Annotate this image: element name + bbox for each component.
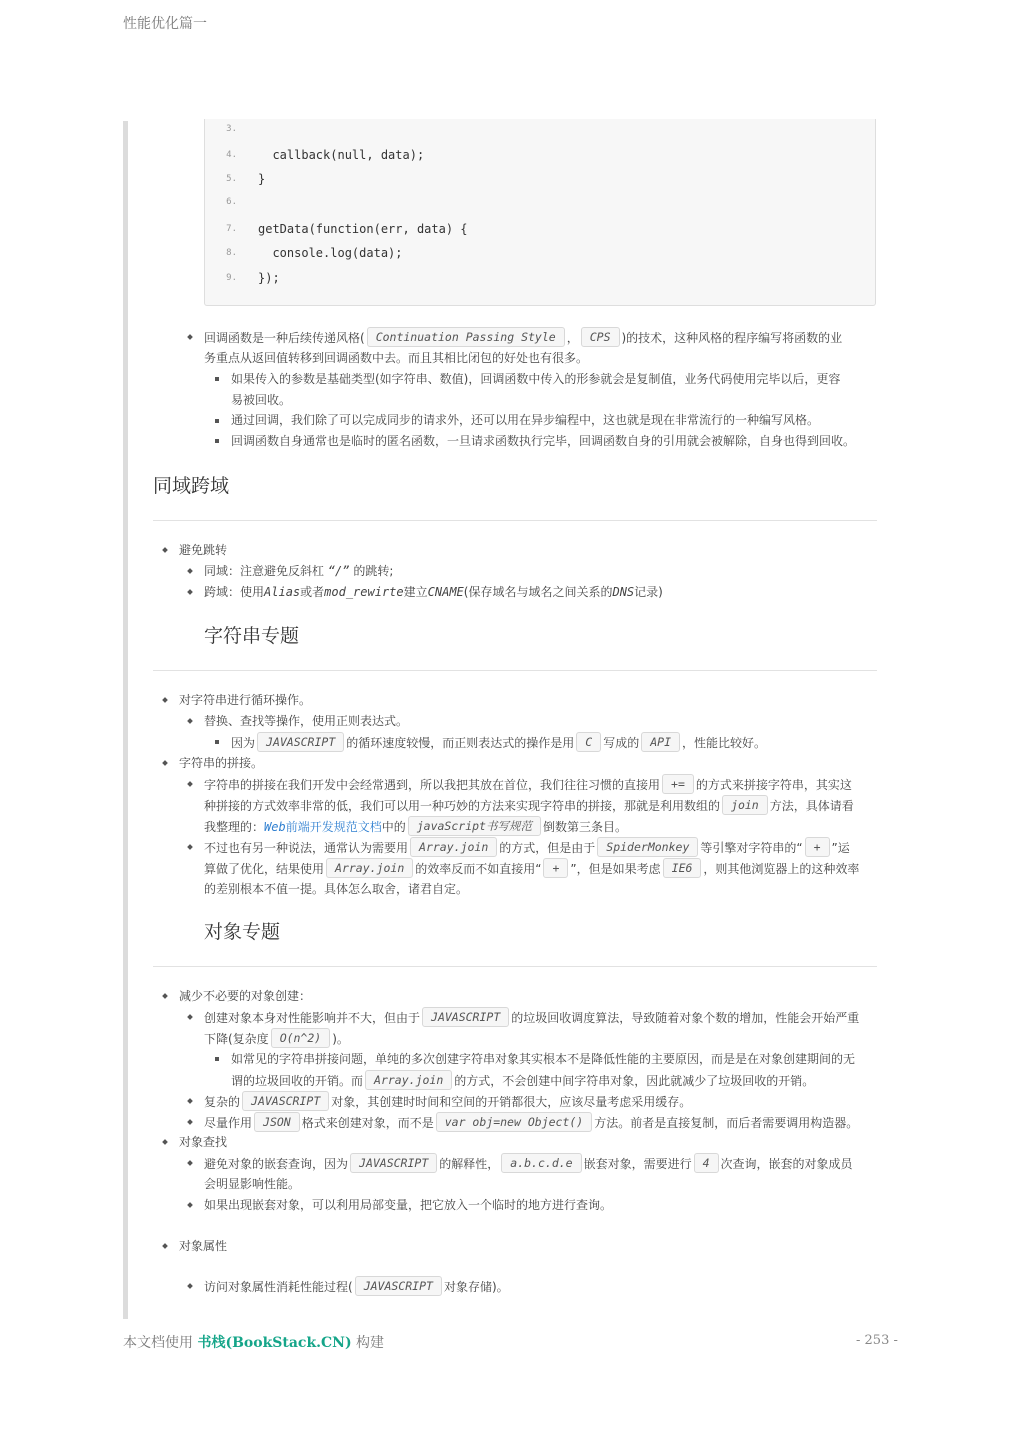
bullet-diamond-icon [187, 1202, 193, 1208]
concat-para-line3: 我整理的：Web前端开发规范文档中的 javaScript书写规范 倒数第三条目。 [204, 816, 627, 837]
list-item-avoid-redirect: 避免跳转 [179, 543, 228, 557]
cross-domain-item: 跨域：使用Alias或者mod_rewirte建立CNAME(保存域名与域名之间关系的DNS记录) [204, 585, 663, 599]
callback-sub3: 回调函数自身通常也是临时的匿名函数，一旦请求函数执行完毕，回调函数自身的引用就会被解除，自身也得到回收。 [231, 434, 856, 448]
page-number: - 253 - [856, 1333, 898, 1348]
callback-para-line2: 务重点从返回值转移到回调函数中去。而且其相比闭包的好处也有很多。 [204, 351, 589, 365]
divider [153, 670, 877, 671]
bullet-square-icon [215, 740, 219, 744]
code-text: callback(null, data); [258, 148, 425, 162]
bullet-square-icon [215, 419, 219, 423]
bullet-diamond-icon [162, 1243, 168, 1249]
code-block [204, 119, 876, 306]
object-create-sub-line1: 如常见的字符串拼接问题，单纯的多次创建字符串对象其实根本不是降低性能的主要原因，而是是在对象创建期间的无 [231, 1052, 856, 1066]
bullet-diamond-icon [187, 1014, 193, 1020]
object-item1: 减少不必要的对象创建： [179, 989, 312, 1003]
concat-para-line1: 字符串的拼接在我们开发中会经常遇到，所以我把其放在首位，我们往往习惯的直接用 += 的方式来拼接字符串，其实这 [204, 774, 852, 795]
bullet-diamond-icon [162, 697, 168, 703]
page-header-title: 性能优化篇一 [123, 16, 207, 32]
callback-sub1-line2: 易被回收。 [231, 393, 292, 407]
bullet-diamond-icon [187, 718, 193, 724]
bullet-square-icon [215, 377, 219, 381]
complex-object-item: 复杂的 JAVASCRIPT 对象，其创建时时间和空间的开销都很大，应该尽量考虑采用缓存。 [204, 1091, 691, 1112]
string-item1-subsub: 因为 JAVASCRIPT 的循环速度较慢，而正则表达式的操作是用 C 写成的 API ，性能比较好。 [231, 732, 766, 753]
bullet-diamond-icon [187, 1098, 193, 1104]
bullet-diamond-icon [187, 1283, 193, 1289]
bullet-diamond-icon [162, 993, 168, 999]
bookstack-link[interactable]: 书栈(BookStack.CN) [197, 1335, 352, 1351]
bullet-diamond-icon [187, 781, 193, 787]
string-item2: 字符串的拼接。 [179, 756, 264, 770]
code-text: getData(function(err, data) { [258, 222, 468, 236]
string-item1-sub: 替换、查找等操作，使用正则表达式。 [204, 714, 409, 728]
line-number: 7. [226, 224, 237, 234]
bullet-diamond-icon [162, 1139, 168, 1145]
code-text: }); [258, 271, 280, 285]
nested-query-line1: 避免对象的嵌套查询，因为 JAVASCRIPT 的解释性， a.b.c.d.e 嵌套对象，需要进行 4 次查询，嵌套的对象成员 [204, 1153, 853, 1174]
code-text: console.log(data); [258, 246, 403, 260]
heading-object-topic: 对象专题 [204, 921, 281, 943]
bullet-diamond-icon [187, 1160, 193, 1166]
bullet-square-icon [215, 439, 219, 443]
json-object-item: 尽量作用 JSON 格式来创建对象，而不是 var obj=new Object() 方法。前者是直接复制，而后者需要调用构造器。 [204, 1112, 858, 1133]
alt-view-line3: 的差别根本不值一提。具体怎么取舍，诸君自定。 [204, 882, 469, 896]
bullet-diamond-icon [187, 589, 193, 595]
bullet-diamond-icon [162, 760, 168, 766]
line-number: 3. [226, 124, 237, 134]
alt-view-line1: 不过也有另一种说法，通常认为需要用 Array.join 的方式，但是由于 SpiderMonkey 等引擎对字符串的“ + ”运 [204, 837, 850, 858]
same-domain-item: 同域：注意避免反斜杠 “/” 的跳转; [204, 564, 394, 578]
object-create-sub-line2: 谓的垃圾回收的开销。而 Array.join 的方式，不会创建中间字符串对象，因此就减少了垃圾回收的开销。 [231, 1070, 814, 1091]
bullet-square-icon [215, 1057, 219, 1061]
divider [153, 966, 877, 967]
alt-view-line2: 算做了优化，结果使用 Array.join 的效率反而不如直接用“ + ”，但是如果考虑 IE6 ，则其他浏览器上的这种效率 [204, 858, 859, 879]
bullet-diamond-icon [187, 844, 193, 850]
line-number: 5. [226, 174, 237, 184]
callback-sub1-line1: 如果传入的参数是基础类型(如字符串、数值)，回调函数中传入的形参就会是复制值，业务代码使用完毕以后，更容 [231, 372, 841, 386]
bullet-diamond-icon [187, 1119, 193, 1125]
local-var-item: 如果出现嵌套对象，可以利用局部变量，把它放入一个临时的地方进行查询。 [204, 1198, 613, 1212]
callback-sub2: 通过回调，我们除了可以完成同步的请求外，还可以用在异步编程中，这也就是现在非常流行的一种编写风格。 [231, 413, 820, 427]
bullet-diamond-icon [187, 334, 193, 340]
string-item1: 对字符串进行循环操作。 [179, 693, 312, 707]
object-item3: 对象属性 [179, 1239, 228, 1253]
line-number: 4. [226, 150, 237, 160]
nested-query-line2: 会明显影响性能。 [204, 1177, 301, 1191]
callback-para-line1: 回调函数是一种后续传递风格( Continuation Passing Style ， CPS )的技术，这种风格的程序编写将函数的业 [204, 327, 842, 348]
object-item2: 对象查找 [179, 1135, 228, 1149]
heading-same-domain: 同域跨域 [153, 475, 230, 497]
line-number: 9. [226, 273, 237, 283]
footer-credit: 本文档使用 书栈(BookStack.CN) 构建 [123, 1335, 385, 1351]
heading-string-topic: 字符串专题 [204, 625, 300, 647]
divider [153, 520, 877, 521]
line-number: 8. [226, 248, 237, 258]
property-access-item: 访问对象属性消耗性能过程( JAVASCRIPT 对象存储)。 [204, 1276, 509, 1297]
object-create-line1: 创建对象本身对性能影响并不大，但由于 JAVASCRIPT 的垃圾回收调度算法，导致随着对象个数的增加，性能会开始严重 [204, 1007, 859, 1028]
concat-para-line2: 种拼接的方式效率非常的低，我们可以用一种巧妙的方法来实现字符串的拼接，那就是利用数组的 join 方法，具体请看 [204, 795, 854, 816]
bullet-diamond-icon [187, 568, 193, 574]
code-text: } [258, 172, 266, 186]
blockquote-rule [123, 121, 128, 1319]
line-number: 6. [226, 197, 237, 207]
object-create-line2: 下降(复杂度 O(n^2) )。 [204, 1028, 349, 1049]
web-spec-doc-link[interactable]: Web前端开发规范文档 [264, 820, 382, 834]
bullet-diamond-icon [162, 547, 168, 553]
